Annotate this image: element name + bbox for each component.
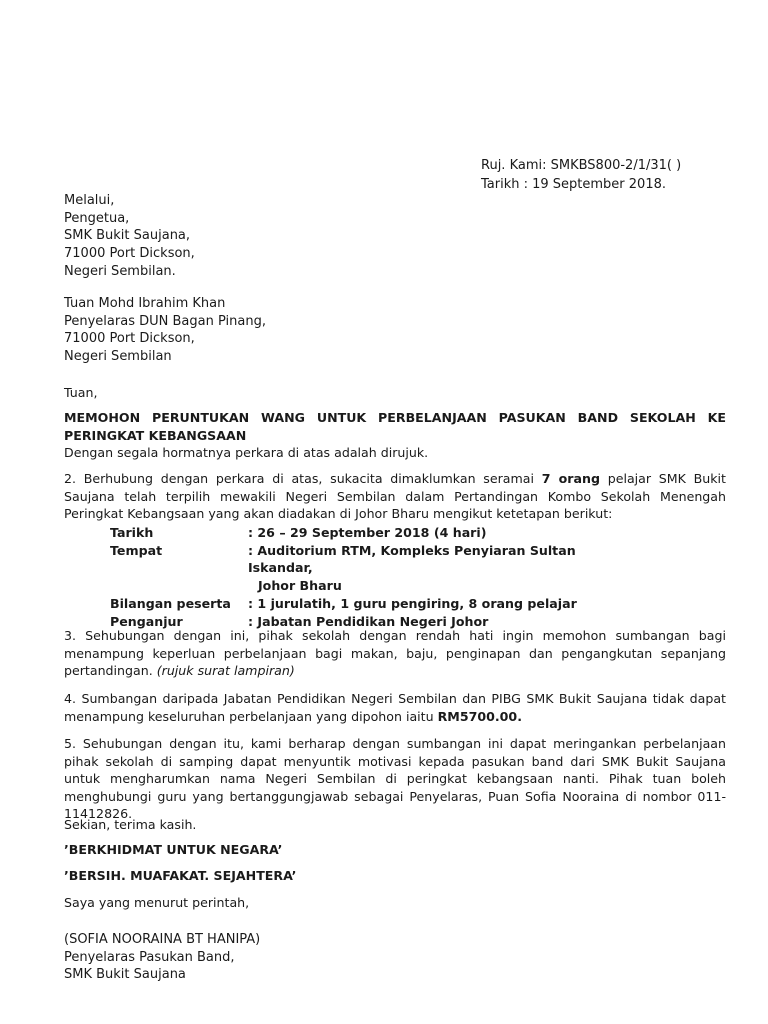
paragraph-5: 5. Sehubungan dengan itu, kami berharap dengan sumbangan ini dapat meringankan perbelanjaan pihak sekolah di samping dapat menyuntik motivasi kepada pasukan band dari SMK Bukit Saujana untuk mengharumkan nama Negeri Sembilan di peringkat kebangsaan nanti. Pihak tuan boleh menghubungi guru yang bertanggungjawab sebagai Penyelaras, Puan Sofia Nooraina di nombor 011-11412826. [64,736,726,821]
detail-label: Penganjur [110,613,183,629]
letter-date: Tarikh : 19 September 2018. [481,177,667,192]
reference-number: Ruj. Kami: SMKBS800-2/1/31( ) [481,158,682,173]
event-details [110,524,630,630]
via-address [64,192,726,281]
sign-intro: Saya yang menurut perintah, [64,895,250,910]
via-label: Melalui, [64,193,115,208]
reference-block [481,156,681,194]
recipient-address [64,295,726,366]
signatory-block [64,931,726,984]
via-line: Pengetua, [64,210,130,226]
detail-row [110,595,630,613]
detail-value: : 1 jurulatih, 1 guru pengiring, 8 orang pelajar [248,595,577,611]
recipient-line: Negeri Sembilan [64,349,172,365]
detail-label: Tempat [110,542,163,558]
paragraph-3 [64,627,726,680]
via-line: Negeri Sembilan. [64,263,176,279]
via-line: 71000 Port Dickson, [64,246,195,262]
detail-row [110,577,630,595]
detail-label: Tarikh [110,525,154,540]
opening-line: Dengan segala hormatnya perkara di atas adalah dirujuk. [64,445,429,460]
para2-count: 7 orang [541,471,600,486]
recipient-line: Tuan Mohd Ibrahim Khan [64,296,226,311]
closing-line: Sekian, terima kasih. [64,817,197,832]
paragraph-2 [64,470,726,523]
signatory-name: (SOFIA NOORAINA BT HANIPA) [64,932,261,947]
recipient-line: Penyelaras DUN Bagan Pinang, [64,313,266,329]
motto-1: ’BERKHIDMAT UNTUK NEGARA’ [64,842,283,857]
detail-value: : 26 – 29 September 2018 (4 hari) [248,525,487,540]
detail-value-continued: Johor Bharu [258,578,342,594]
detail-row [110,542,630,577]
signatory-school: SMK Bukit Saujana [64,967,186,983]
detail-value: : Jabatan Pendidikan Negeri Johor [248,613,489,629]
detail-label: Bilangan peserta [110,595,231,611]
para4-amount: RM5700.00. [437,708,522,724]
salutation: Tuan, [64,385,98,400]
via-line: SMK Bukit Saujana, [64,228,191,244]
motto-2: ’BERSIH. MUAFAKAT. SEJAHTERA’ [64,868,297,883]
detail-row [110,524,630,542]
para2-text: 2. Berhubung dengan perkara di atas, sukacita dimaklumkan seramai [64,471,542,486]
para3-text: 3. Sehubungan dengan ini, pihak sekolah dengan rendah hati ingin memohon sumbangan bagi menampung keperluan perbelanjaan bagi makan, baju, penginapan dan pengangkutan sepanjang pertandingan. [64,628,726,678]
paragraph-4 [64,690,726,725]
para4-text: 4. Sumbangan daripada Jabatan Pendidikan Negeri Sembilan dan PIBG SMK Bukit Saujana tidak dapat menampung keseluruhan perbelanjaan yang dipohon iaitu [64,691,726,724]
recipient-line: 71000 Port Dickson, [64,331,195,347]
para3-note: (rujuk surat lampiran) [156,663,295,678]
para2-text-rest: pelajar SMK Bukit Saujana telah terpilih mewakili Negeri Sembilan dalam Pertandingan Kombo Sekolah Menengah Peringkat Kebangsaan yang akan diadakan di Johor Bharu mengikut ketetapan berikut: [64,471,726,521]
detail-value: : Auditorium RTM, Kompleks Penyiaran Sultan Iskandar, [248,542,576,576]
signatory-title: Penyelaras Pasukan Band, [64,949,235,965]
subject-heading: MEMOHON PERUNTUKAN WANG UNTUK PERBELANJAAN PASUKAN BAND SEKOLAH KE PERINGKAT KEBANGSAAN [64,410,726,443]
